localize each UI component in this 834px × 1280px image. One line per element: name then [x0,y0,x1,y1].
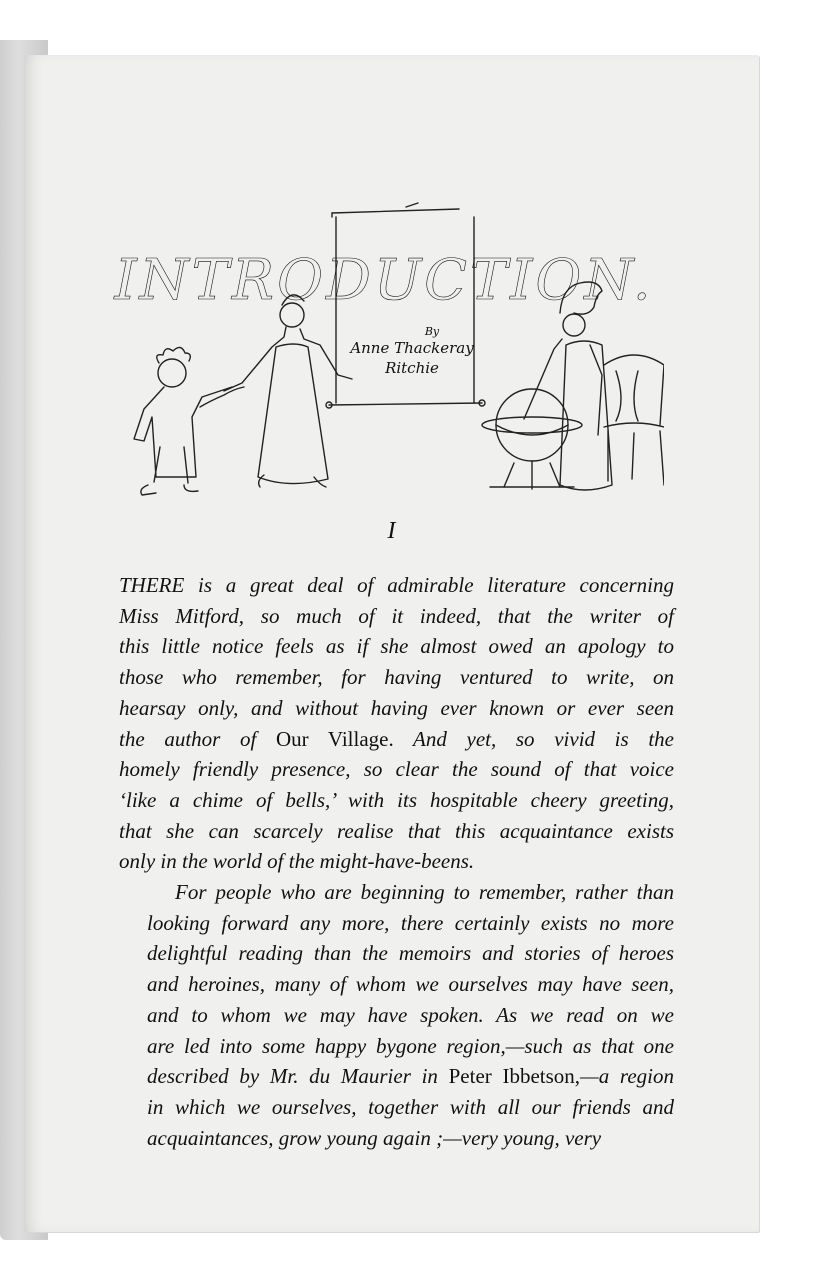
text-line: For people who are beginning to remember, rather than [175,880,674,905]
text-line: and heroines, many of whom we ourselves may have seen, [147,972,674,997]
byline-by: By [424,325,440,338]
text-line: this little notice feels as if she almost owed an apology to [119,634,674,659]
child-figure [134,347,244,495]
section-number: I [387,518,396,544]
book-title: Our Village. [275,726,394,751]
text-line: are led into some happy bygone region,—such as that one [147,1033,674,1058]
paragraph [119,877,674,1153]
book-title: Peter Ibbetson, [448,1064,581,1089]
body-text [119,570,674,1153]
paragraph [119,570,674,877]
text-line: in which we ourselves, together with all our friends and [147,1094,674,1119]
woman-figure-left [224,295,352,487]
text-line: only in the world of the might-have-beens. [119,849,475,874]
text-line: homely friendly presence, so clear the sound of that voice [119,757,674,782]
text-line: ‘like a chime of bells,’ with its hospitable cheery greeting, [119,787,674,812]
byline-author-line2: Ritchie [385,359,439,377]
text-line: Miss Mitford, so much of it indeed, that the writer of [119,603,674,628]
book-page [24,55,759,1232]
text-line: and to whom we may have spoken. As we read on we [147,1002,674,1027]
author-byline [332,325,492,378]
woman-figure-right [524,282,612,490]
byline-author-line1: Anne Thackeray [350,339,474,357]
text-line: delightful reading than the memoirs and stories of heroes [147,941,674,966]
text-line: those who remember, for having ventured to write, on [119,665,674,690]
text-line: acquaintances, grow young again ;—very young, very [147,1125,602,1150]
chapter-title: INTRODUCTION. [114,248,654,313]
chair-figure [604,355,664,485]
globe-figure [482,389,582,489]
text-line: described by Mr. du Maurier in Peter Ibbetson,—a region [147,1064,674,1089]
text-line: the author of Our Village. And yet, so vivid is the [119,726,675,751]
text-line: THERE is a great deal of admirable literature concerning [119,573,674,597]
text-line: that she can scarcely realise that this acquaintance exists [119,818,674,843]
text-line: looking forward any more, there certainly exists no more [147,910,674,935]
text-line: hearsay only, and without having ever known or ever seen [119,695,674,720]
